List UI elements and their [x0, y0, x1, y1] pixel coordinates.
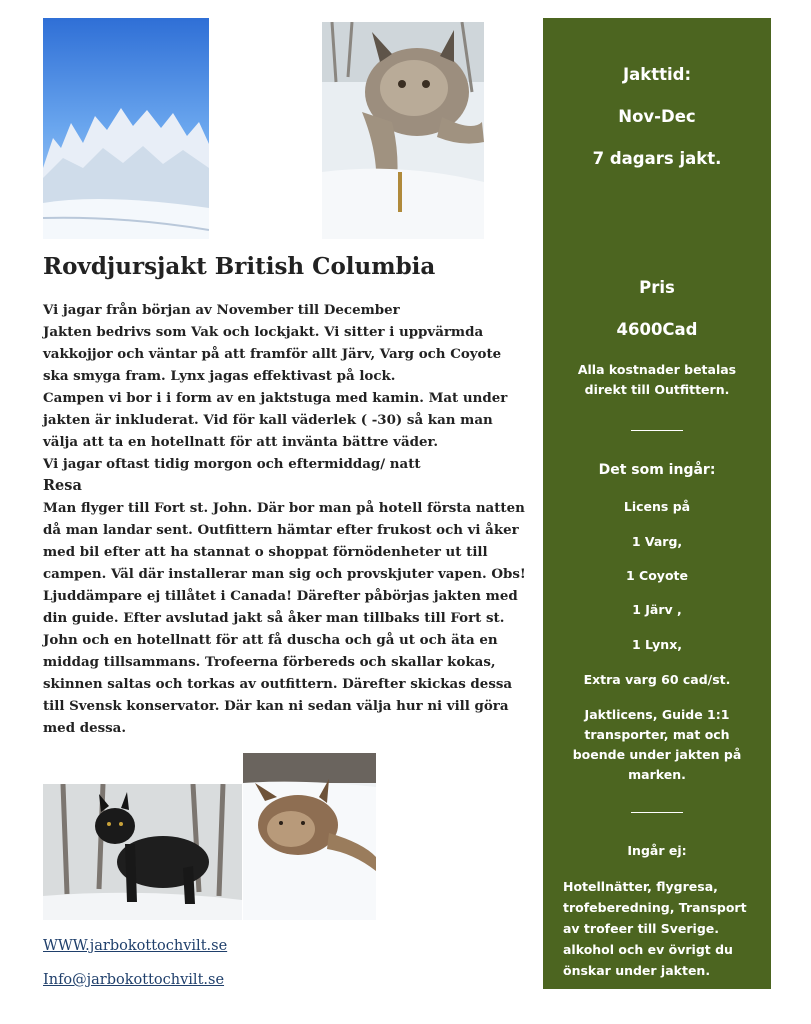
method-paragraph: Jakten bedrivs som Vak och lockjakt. Vi sitter i uppvärmda vakkojjor och väntar på att framför allt Järv, Varg och Coyote ska smyga fram. Lynx jagas effektivast på lock.: [43, 324, 502, 384]
description: [43, 299, 528, 739]
season-paragraph: Vi jagar från början av November till December: [43, 302, 400, 318]
included-extra: Jaktlicens, Guide 1:1 transporter, mat och boende under jakten på marken.: [572, 707, 742, 782]
season-value: Nov-Dec: [618, 107, 696, 126]
divider: [631, 812, 683, 813]
camp-paragraph: Campen vi bor i i form av en jaktstuga med kamin. Mat under jakten är inkluderat. Vid för kall väderlek ( -30) så kan man välja att ta en hotellnatt för att invänta bättre väder.: [43, 390, 508, 450]
price-value: 4600Cad: [616, 320, 698, 339]
page-title: Rovdjursjakt British Columbia: [43, 253, 436, 280]
included-item: 1 Varg,: [631, 534, 683, 549]
lynx-photo: [322, 22, 484, 239]
included-item: 1 Järv ,: [632, 602, 682, 617]
info-sidebar: [543, 18, 771, 989]
website-link[interactable]: WWW.jarbokottochvilt.se: [43, 938, 228, 954]
cost-note: Alla kostnader betalas direkt till Outfittern.: [577, 362, 737, 397]
winter-forest-photo: [43, 18, 209, 239]
season-label: Jakttid:: [622, 65, 692, 84]
included-item: 1 Lynx,: [631, 637, 683, 652]
travel-paragraph: Man flyger till Fort st. John. Där bor man på hotell första natten då man landar sent. Outfittern hämtar efter frukost och vi åker med bil efter att ha stannat o shoppat förnödenheter ut till campen. Väl där installerar man sig och provskjuter vapen. Obs! Ljuddämpare ej tillåtet i Canada! Därefter påbörjas jakten med din guide. Efter avslutad jakt så åker man tillbaks till Fort st. John och en hotellnatt för att få duscha och gå ut och äta en middag tillsammans. Trofeerna förbereds och skallar kokas, skinnen saltas och torkas av outfittern. Därefter skickas dessa till Svensk konservator. Där kan ni sedan välja hur ni vill göra med dessa.: [43, 500, 526, 736]
wolf-photo: [43, 784, 242, 920]
coyote-photo: [243, 753, 376, 920]
included-item: 1 Coyote: [626, 568, 688, 583]
included-item: Licens på: [623, 499, 691, 514]
divider: [631, 430, 683, 431]
excluded-text: Hotellnätter, flygresa, trofeberedning, Transport av trofeer till Sverige. alkohol och ev övrigt du önskar under jakten.: [563, 879, 747, 978]
included-item: Extra varg 60 cad/st.: [583, 672, 731, 687]
schedule-paragraph: Vi jagar oftast tidig morgon och eftermiddag/ natt: [43, 456, 421, 472]
travel-heading: Resa: [43, 477, 82, 494]
price-label: Pris: [639, 278, 675, 297]
included-heading: Det som ingår:: [598, 462, 716, 478]
excluded-heading: Ingår ej:: [627, 843, 687, 858]
duration: 7 dagars jakt.: [592, 149, 722, 168]
email-link[interactable]: Info@jarbokottochvilt.se: [43, 972, 225, 988]
